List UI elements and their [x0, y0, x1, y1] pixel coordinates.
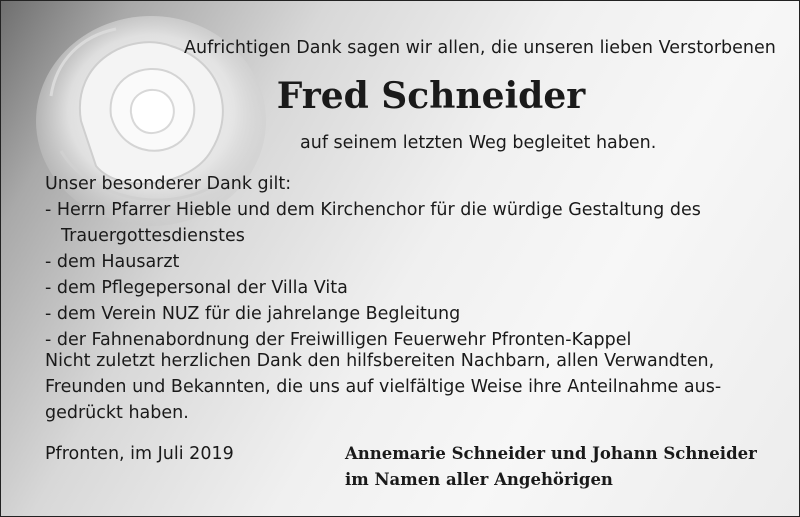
closing-line: gedrückt haben. [45, 403, 189, 423]
thanks-item-continuation: Trauergottesdienstes [61, 226, 245, 246]
place-date: Pfronten, im Juli 2019 [45, 444, 234, 464]
thanks-item: - dem Hausarzt [45, 252, 180, 272]
intro-text: Aufrichtigen Dank sagen wir allen, die unseren lieben Verstorbenen [184, 38, 776, 58]
signature-block [345, 441, 757, 493]
closing-paragraph [45, 348, 721, 426]
thanks-item: - der Fahnenabordnung der Freiwilligen Feuerwehr Pfronten-Kappel [45, 330, 632, 350]
signature-line: Annemarie Schneider und Johann Schneider [345, 444, 757, 463]
thanks-item: - Herrn Pfarrer Hieble und dem Kirchenchor für die würdige Gestaltung des [45, 200, 701, 220]
thanks-heading: Unser besonderer Dank gilt: [45, 174, 292, 194]
thanks-item: - dem Pflegepersonal der Villa Vita [45, 278, 348, 298]
closing-line: Nicht zuletzt herzlichen Dank den hilfsbereiten Nachbarn, allen Verwandten, [45, 351, 715, 371]
thanks-section [45, 171, 701, 353]
signature-line: im Namen aller Angehörigen [345, 470, 613, 489]
outro-text: auf seinem letzten Weg begleitet haben. [300, 133, 657, 153]
thanks-item: - dem Verein NUZ für die jahrelange Begleitung [45, 304, 461, 324]
deceased-name: Fred Schneider [276, 75, 586, 117]
closing-line: Freunden und Bekannten, die uns auf vielfältige Weise ihre Anteilnahme aus- [45, 377, 722, 397]
